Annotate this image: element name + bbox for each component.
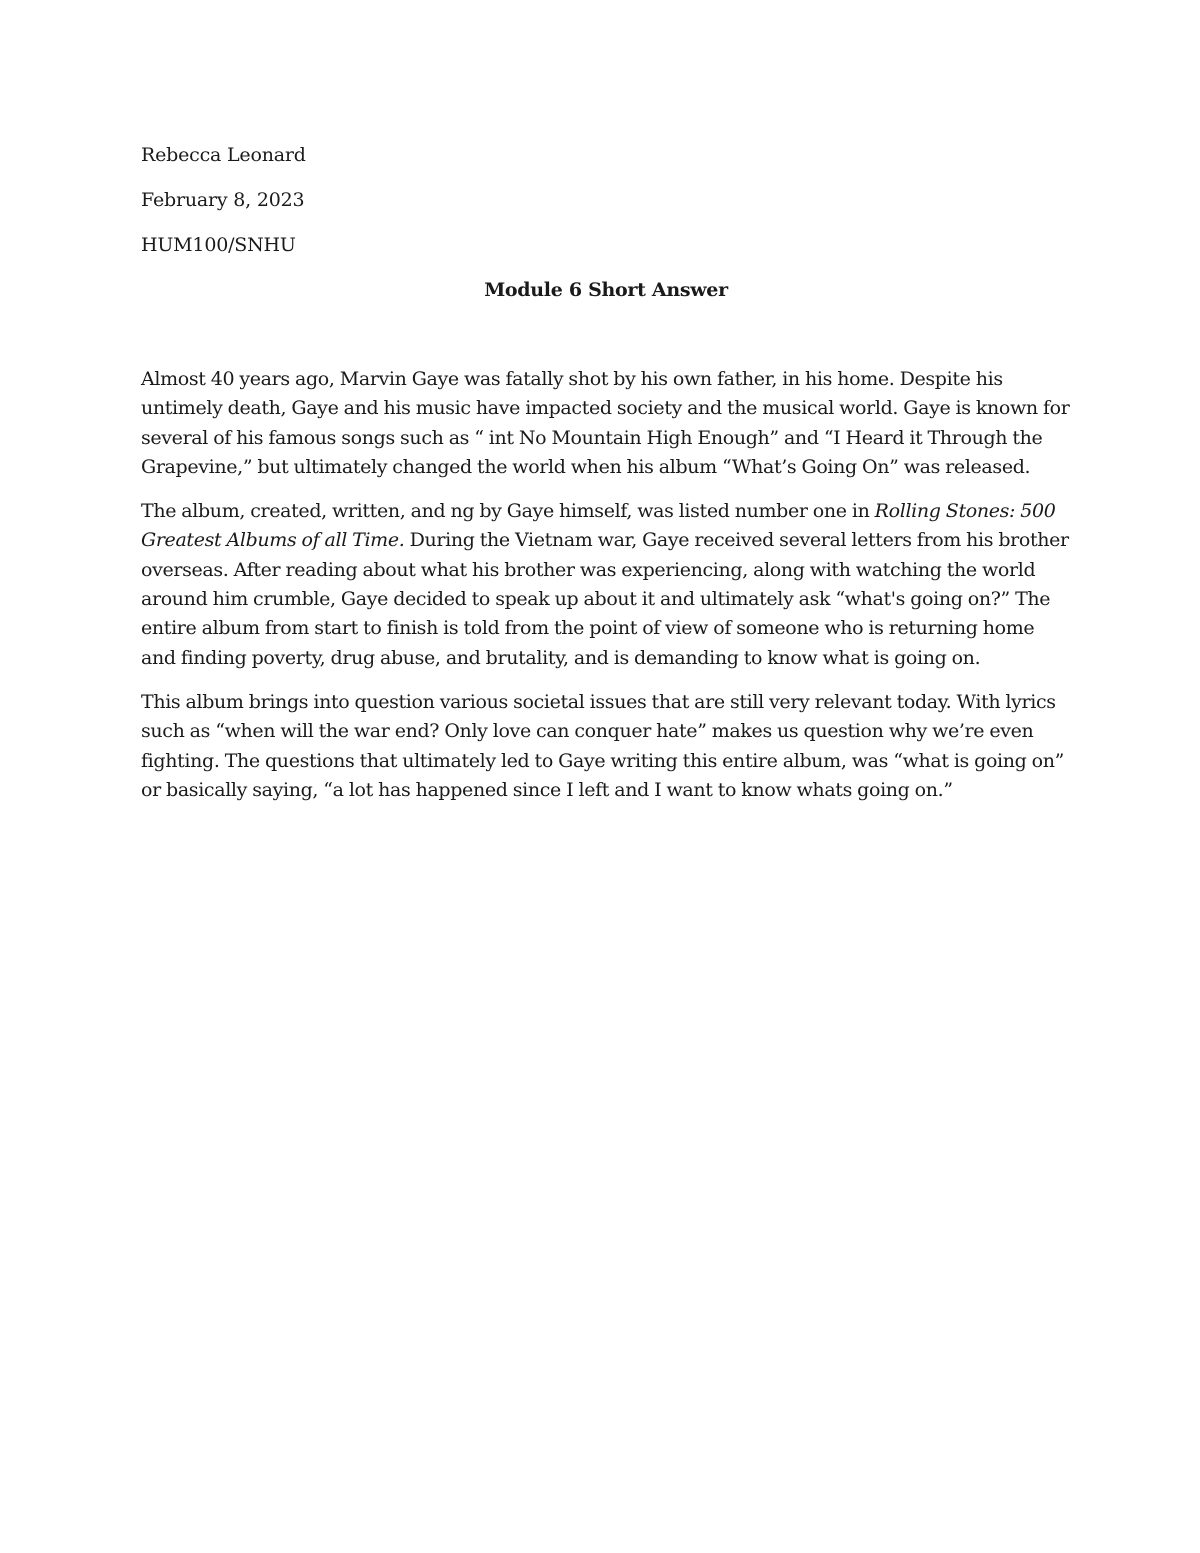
paragraph-2 [141,497,1071,673]
paragraph-2-end: During the Vietnam war, Gaye received several letters from his brother overseas. After reading about what his brother was experiencing, along with watching the world around him crumble, Gaye decided to speak up about it and ultimately ask “what's going on?” The entire album from start to finish is told from the point of view of someone who is returning home and finding poverty, drug abuse, and brutality, and is demanding to know what is going on. [141,529,1069,669]
document-title: Module 6 Short Answer [484,279,728,301]
album-list-title: Rolling Stones: 500 Greatest Albums of all Time. [141,500,1056,552]
document-date: February 8, 2023 [141,189,305,211]
paragraph-3: This album brings into question various societal issues that are still very relevant today. With lyrics such as “when will the war end? Only love can conquer hate” makes us question why we’re even fighting. The questions that ultimately led to Gaye writing this entire album, was “what is going on” or basically saying, “a lot has happened since I left and I want to know whats going on.” [141,690,1064,801]
paragraph-1: Almost 40 years ago, Marvin Gaye was fatally shot by his own father, in his home. Despite his untimely death, Gaye and his music have impacted society and the musical world. Gaye is known for several of his famous songs such as “ int No Mountain High Enough” and “I Heard it Through the Grapevine,” but ultimately changed the world when his album “What’s Going On” was released. [141,368,1070,478]
course-code: HUM100/SNHU [141,234,296,256]
paragraph-2-start: The album, created, written, and ng by Gaye himself, was listed number one in [141,500,875,523]
document-body [141,140,1071,820]
author-name: Rebecca Leonard [141,144,306,166]
